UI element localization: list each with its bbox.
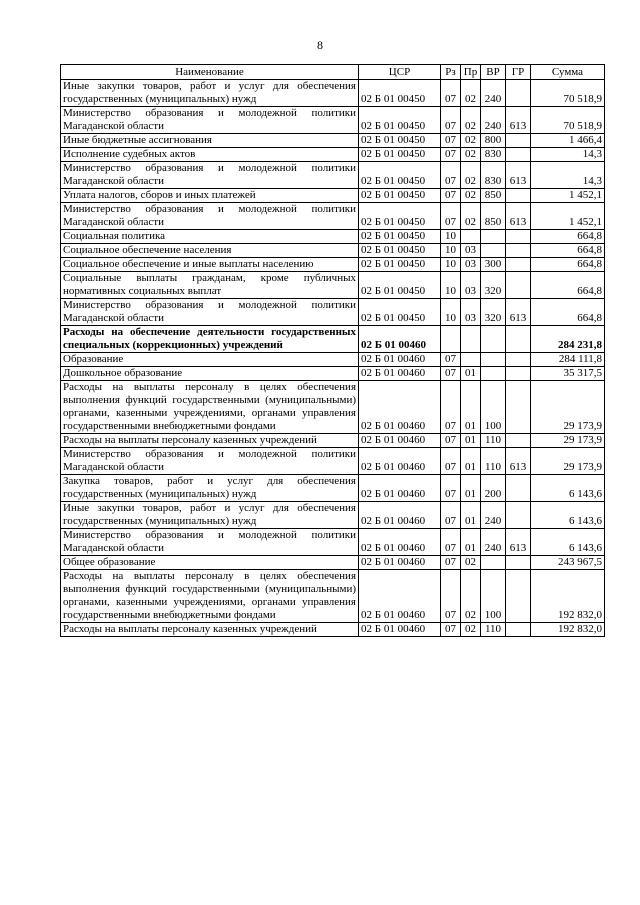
cell-pr: [461, 326, 481, 353]
cell-vr: [481, 353, 506, 367]
cell-csr: 02 Б 01 00460: [359, 475, 441, 502]
cell-pr: 02: [461, 148, 481, 162]
cell-vr: 850: [481, 189, 506, 203]
cell-rz: 07: [441, 162, 461, 189]
cell-name: Министерство образования и молодежной политики Магаданской области: [61, 203, 359, 230]
table-row: [61, 299, 605, 326]
cell-name: Исполнение судебных актов: [61, 148, 359, 162]
table-row: [61, 107, 605, 134]
cell-csr: 02 Б 01 00460: [359, 556, 441, 570]
cell-sum: 284 231,8: [531, 326, 605, 353]
table-row: [61, 623, 605, 637]
cell-name: Расходы на обеспечение деятельности государственных специальных (коррекционных) учреждений: [61, 326, 359, 353]
cell-sum: 14,3: [531, 148, 605, 162]
cell-sum: 29 173,9: [531, 381, 605, 434]
table-row: [61, 162, 605, 189]
cell-name: Министерство образования и молодежной политики Магаданской области: [61, 299, 359, 326]
cell-sum: 664,8: [531, 272, 605, 299]
cell-rz: 07: [441, 529, 461, 556]
cell-rz: 07: [441, 203, 461, 230]
cell-csr: 02 Б 01 00450: [359, 272, 441, 299]
header-csr: ЦСР: [359, 65, 441, 80]
cell-vr: 240: [481, 80, 506, 107]
cell-name: Министерство образования и молодежной политики Магаданской области: [61, 448, 359, 475]
cell-rz: 07: [441, 448, 461, 475]
table-row: [61, 448, 605, 475]
cell-pr: 03: [461, 258, 481, 272]
cell-rz: 10: [441, 258, 461, 272]
cell-vr: 830: [481, 162, 506, 189]
cell-pr: [461, 230, 481, 244]
cell-csr: 02 Б 01 00460: [359, 502, 441, 529]
table-row: [61, 80, 605, 107]
cell-name: Расходы на выплаты персоналу казенных учреждений: [61, 623, 359, 637]
cell-sum: 70 518,9: [531, 107, 605, 134]
cell-name: Расходы на выплаты персоналу казенных учреждений: [61, 434, 359, 448]
cell-gr: 613: [506, 203, 531, 230]
cell-name: Социальное обеспечение населения: [61, 244, 359, 258]
cell-name: Расходы на выплаты персоналу в целях обеспечения выполнения функций государственными (муниципальными) органами, казенными учреждениями, органами управления государственными внебюджетными фондами: [61, 381, 359, 434]
cell-gr: 613: [506, 107, 531, 134]
cell-vr: 320: [481, 272, 506, 299]
cell-sum: 1 466,4: [531, 134, 605, 148]
cell-sum: 14,3: [531, 162, 605, 189]
cell-rz: 07: [441, 556, 461, 570]
table-row: [61, 529, 605, 556]
cell-gr: [506, 353, 531, 367]
table-row: [61, 353, 605, 367]
table-row: [61, 272, 605, 299]
cell-vr: 300: [481, 258, 506, 272]
cell-pr: 03: [461, 272, 481, 299]
cell-vr: 850: [481, 203, 506, 230]
cell-pr: 02: [461, 162, 481, 189]
cell-csr: 02 Б 01 00450: [359, 80, 441, 107]
cell-sum: 192 832,0: [531, 623, 605, 637]
cell-csr: 02 Б 01 00450: [359, 230, 441, 244]
cell-sum: 1 452,1: [531, 189, 605, 203]
cell-pr: 02: [461, 556, 481, 570]
cell-gr: [506, 258, 531, 272]
header-vr: ВР: [481, 65, 506, 80]
cell-name: Социальные выплаты гражданам, кроме публичных нормативных социальных выплат: [61, 272, 359, 299]
table-row: [61, 502, 605, 529]
cell-sum: 664,8: [531, 258, 605, 272]
cell-vr: 830: [481, 148, 506, 162]
cell-sum: 243 967,5: [531, 556, 605, 570]
cell-pr: 02: [461, 203, 481, 230]
header-name: Наименование: [61, 65, 359, 80]
cell-rz: 10: [441, 244, 461, 258]
cell-gr: [506, 80, 531, 107]
cell-name: Дошкольное образование: [61, 367, 359, 381]
cell-pr: 02: [461, 623, 481, 637]
cell-rz: 07: [441, 381, 461, 434]
cell-rz: 07: [441, 80, 461, 107]
table-row: [61, 326, 605, 353]
cell-csr: 02 Б 01 00450: [359, 244, 441, 258]
cell-gr: [506, 556, 531, 570]
table-row: [61, 230, 605, 244]
table-row: [61, 148, 605, 162]
cell-pr: 01: [461, 475, 481, 502]
cell-pr: 01: [461, 502, 481, 529]
cell-name: Иные закупки товаров, работ и услуг для обеспечения государственных (муниципальных) нужд: [61, 80, 359, 107]
cell-csr: 02 Б 01 00450: [359, 299, 441, 326]
cell-vr: 240: [481, 529, 506, 556]
table-row: [61, 475, 605, 502]
cell-csr: 02 Б 01 00450: [359, 203, 441, 230]
cell-pr: 02: [461, 189, 481, 203]
cell-vr: [481, 556, 506, 570]
cell-gr: 613: [506, 448, 531, 475]
cell-rz: [441, 326, 461, 353]
table-row: [61, 203, 605, 230]
cell-vr: [481, 326, 506, 353]
cell-name: Образование: [61, 353, 359, 367]
cell-csr: 02 Б 01 00460: [359, 353, 441, 367]
cell-sum: 192 832,0: [531, 570, 605, 623]
cell-gr: [506, 244, 531, 258]
cell-vr: [481, 244, 506, 258]
cell-rz: 07: [441, 148, 461, 162]
cell-vr: 110: [481, 434, 506, 448]
cell-gr: 613: [506, 529, 531, 556]
cell-csr: 02 Б 01 00460: [359, 570, 441, 623]
cell-pr: 02: [461, 80, 481, 107]
cell-rz: 07: [441, 434, 461, 448]
cell-sum: 664,8: [531, 230, 605, 244]
cell-vr: 240: [481, 107, 506, 134]
cell-rz: 07: [441, 502, 461, 529]
page-number: 8: [317, 38, 323, 52]
cell-sum: 664,8: [531, 299, 605, 326]
cell-gr: [506, 623, 531, 637]
cell-name: Закупка товаров, работ и услуг для обеспечения государственных (муниципальных) нужд: [61, 475, 359, 502]
cell-vr: [481, 367, 506, 381]
cell-gr: [506, 272, 531, 299]
cell-pr: 03: [461, 244, 481, 258]
cell-csr: 02 Б 01 00460: [359, 623, 441, 637]
cell-sum: 29 173,9: [531, 434, 605, 448]
cell-pr: 03: [461, 299, 481, 326]
table-row: [61, 556, 605, 570]
cell-name: Иные закупки товаров, работ и услуг для обеспечения государственных (муниципальных) нужд: [61, 502, 359, 529]
cell-sum: 6 143,6: [531, 475, 605, 502]
cell-pr: 01: [461, 381, 481, 434]
cell-gr: [506, 189, 531, 203]
cell-pr: 01: [461, 448, 481, 475]
table-row: [61, 134, 605, 148]
cell-pr: [461, 353, 481, 367]
cell-rz: 10: [441, 230, 461, 244]
cell-sum: 35 317,5: [531, 367, 605, 381]
table-row: [61, 189, 605, 203]
cell-sum: 1 452,1: [531, 203, 605, 230]
cell-rz: 07: [441, 623, 461, 637]
cell-name: Социальная политика: [61, 230, 359, 244]
cell-vr: 110: [481, 623, 506, 637]
table-row: [61, 381, 605, 434]
cell-vr: 110: [481, 448, 506, 475]
cell-csr: 02 Б 01 00450: [359, 107, 441, 134]
table-header-row: [61, 65, 605, 80]
cell-vr: 100: [481, 381, 506, 434]
header-pr: Пр: [461, 65, 481, 80]
cell-csr: 02 Б 01 00460: [359, 367, 441, 381]
table-row: [61, 258, 605, 272]
cell-pr: 01: [461, 434, 481, 448]
cell-csr: 02 Б 01 00450: [359, 148, 441, 162]
cell-name: Уплата налогов, сборов и иных платежей: [61, 189, 359, 203]
budget-table: [60, 64, 605, 637]
cell-pr: 02: [461, 570, 481, 623]
header-gr: ГР: [506, 65, 531, 80]
cell-sum: 664,8: [531, 244, 605, 258]
cell-rz: 10: [441, 272, 461, 299]
cell-name: Министерство образования и молодежной политики Магаданской области: [61, 107, 359, 134]
cell-sum: 6 143,6: [531, 529, 605, 556]
cell-csr: 02 Б 01 00450: [359, 162, 441, 189]
cell-csr: 02 Б 01 00450: [359, 189, 441, 203]
cell-csr: 02 Б 01 00460: [359, 326, 441, 353]
cell-vr: 200: [481, 475, 506, 502]
cell-csr: 02 Б 01 00460: [359, 529, 441, 556]
cell-name: Иные бюджетные ассигнования: [61, 134, 359, 148]
cell-csr: 02 Б 01 00460: [359, 434, 441, 448]
cell-rz: 10: [441, 299, 461, 326]
cell-gr: [506, 326, 531, 353]
cell-gr: [506, 434, 531, 448]
cell-gr: [506, 502, 531, 529]
cell-gr: [506, 134, 531, 148]
cell-sum: 284 111,8: [531, 353, 605, 367]
table-row: [61, 570, 605, 623]
cell-gr: [506, 570, 531, 623]
cell-name: Общее образование: [61, 556, 359, 570]
cell-sum: 70 518,9: [531, 80, 605, 107]
cell-csr: 02 Б 01 00450: [359, 258, 441, 272]
cell-rz: 07: [441, 107, 461, 134]
cell-sum: 29 173,9: [531, 448, 605, 475]
cell-name: Социальное обеспечение и иные выплаты населению: [61, 258, 359, 272]
cell-gr: [506, 381, 531, 434]
header-sum: Сумма: [531, 65, 605, 80]
cell-csr: 02 Б 01 00460: [359, 381, 441, 434]
cell-gr: [506, 367, 531, 381]
cell-gr: [506, 475, 531, 502]
cell-name: Министерство образования и молодежной политики Магаданской области: [61, 162, 359, 189]
cell-vr: [481, 230, 506, 244]
cell-gr: [506, 148, 531, 162]
cell-csr: 02 Б 01 00460: [359, 448, 441, 475]
table-row: [61, 367, 605, 381]
cell-rz: 07: [441, 367, 461, 381]
cell-csr: 02 Б 01 00450: [359, 134, 441, 148]
cell-pr: 01: [461, 367, 481, 381]
cell-vr: 800: [481, 134, 506, 148]
header-rz: Рз: [441, 65, 461, 80]
cell-name: Расходы на выплаты персоналу в целях обеспечения выполнения функций государственными (муниципальными) органами, казенными учреждениями, органами управления государственными внебюджетными фондами: [61, 570, 359, 623]
cell-pr: 02: [461, 134, 481, 148]
cell-gr: [506, 230, 531, 244]
cell-rz: 07: [441, 475, 461, 502]
cell-pr: 02: [461, 107, 481, 134]
cell-pr: 01: [461, 529, 481, 556]
cell-gr: 613: [506, 162, 531, 189]
cell-rz: 07: [441, 134, 461, 148]
cell-rz: 07: [441, 353, 461, 367]
cell-rz: 07: [441, 570, 461, 623]
table-row: [61, 434, 605, 448]
cell-gr: 613: [506, 299, 531, 326]
cell-vr: 100: [481, 570, 506, 623]
cell-vr: 240: [481, 502, 506, 529]
cell-sum: 6 143,6: [531, 502, 605, 529]
table-row: [61, 244, 605, 258]
cell-vr: 320: [481, 299, 506, 326]
cell-rz: 07: [441, 189, 461, 203]
cell-name: Министерство образования и молодежной политики Магаданской области: [61, 529, 359, 556]
